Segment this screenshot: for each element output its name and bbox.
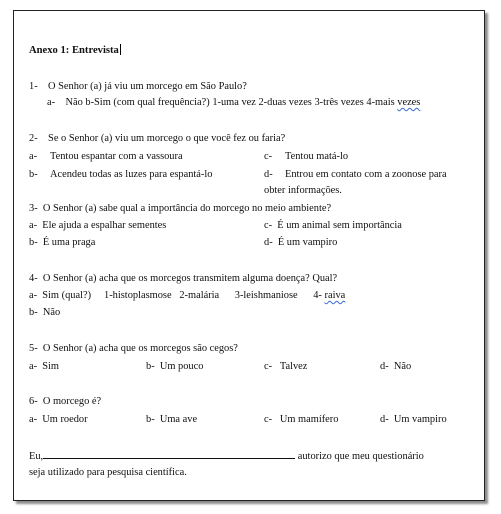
q3-option-b: b- É uma praga [29, 237, 96, 248]
consent-line-2: seja utilizado para pesquisa científica. [29, 467, 187, 478]
q3-option-d: d- É um vampiro [264, 237, 338, 248]
q2-option-b: Acendeu todas as luzes para espantá-lo [50, 169, 213, 180]
question-5: 5- O Senhor (a) acha que os morcegos são cegos? [29, 343, 238, 354]
q2-option-a: Tentou espantar com a vassoura [50, 151, 183, 162]
q5-option-d: d- Não [380, 361, 412, 372]
q5-option-b: b- Um pouco [146, 361, 204, 372]
q3-option-a: a- Ele ajuda a espalhar sementes [29, 220, 167, 231]
q4-option-a: a- Sim (qual?) 1-histoplasmose 2-malária 3-leishmaniose 4- raiva [29, 290, 346, 301]
q6-option-c: c- Um mamífero [264, 414, 339, 425]
consent-line: Eu, autorizo que meu questionário [29, 451, 424, 462]
q2-option-c: Tentou matá-lo [285, 151, 349, 162]
q2-option-b-label: b- [29, 169, 38, 180]
q2-option-c-label: c- [264, 151, 273, 162]
spellcheck-word: raiva [324, 290, 346, 301]
q2-option-a-label: a- [29, 151, 38, 162]
spellcheck-word: vezes [397, 97, 421, 108]
q6-option-a: a- Um roedor [29, 414, 88, 425]
question-6: 6- O morcego é? [29, 396, 102, 407]
question-1-answer: a- Não b-Sim (com qual frequência?) 1-uma vez 2-duas vezes 3-três vezes 4-mais vezes [47, 97, 421, 108]
q6-option-d: d- Um vampiro [380, 414, 447, 425]
question-3: 3- O Senhor (a) sabe qual a importância do morcego no meio ambiente? [29, 203, 332, 214]
text-cursor [120, 44, 121, 55]
q2-option-d: Entrou em contato com a zoonose para [285, 169, 447, 180]
q4-option-b: b- Não [29, 307, 61, 318]
q2-option-d-cont: obter informações. [264, 185, 342, 196]
q5-option-a: a- Sim [29, 361, 60, 372]
document-title: Anexo 1: Entrevista [29, 45, 119, 56]
question-1: 1- O Senhor (a) já viu um morcego em São Paulo? [29, 81, 247, 92]
q5-option-c: c- Talvez [264, 361, 308, 372]
q6-option-b: b- Uma ave [146, 414, 198, 425]
question-2: 2- Se o Senhor (a) viu um morcego o que você fez ou faria? [29, 133, 286, 144]
name-blank-line [43, 449, 295, 459]
q3-option-c: c- É um animal sem importância [264, 220, 402, 231]
q2-option-d-label: d- [264, 169, 273, 180]
question-4: 4- O Senhor (a) acha que os morcegos transmitem alguma doença? Qual? [29, 273, 338, 284]
